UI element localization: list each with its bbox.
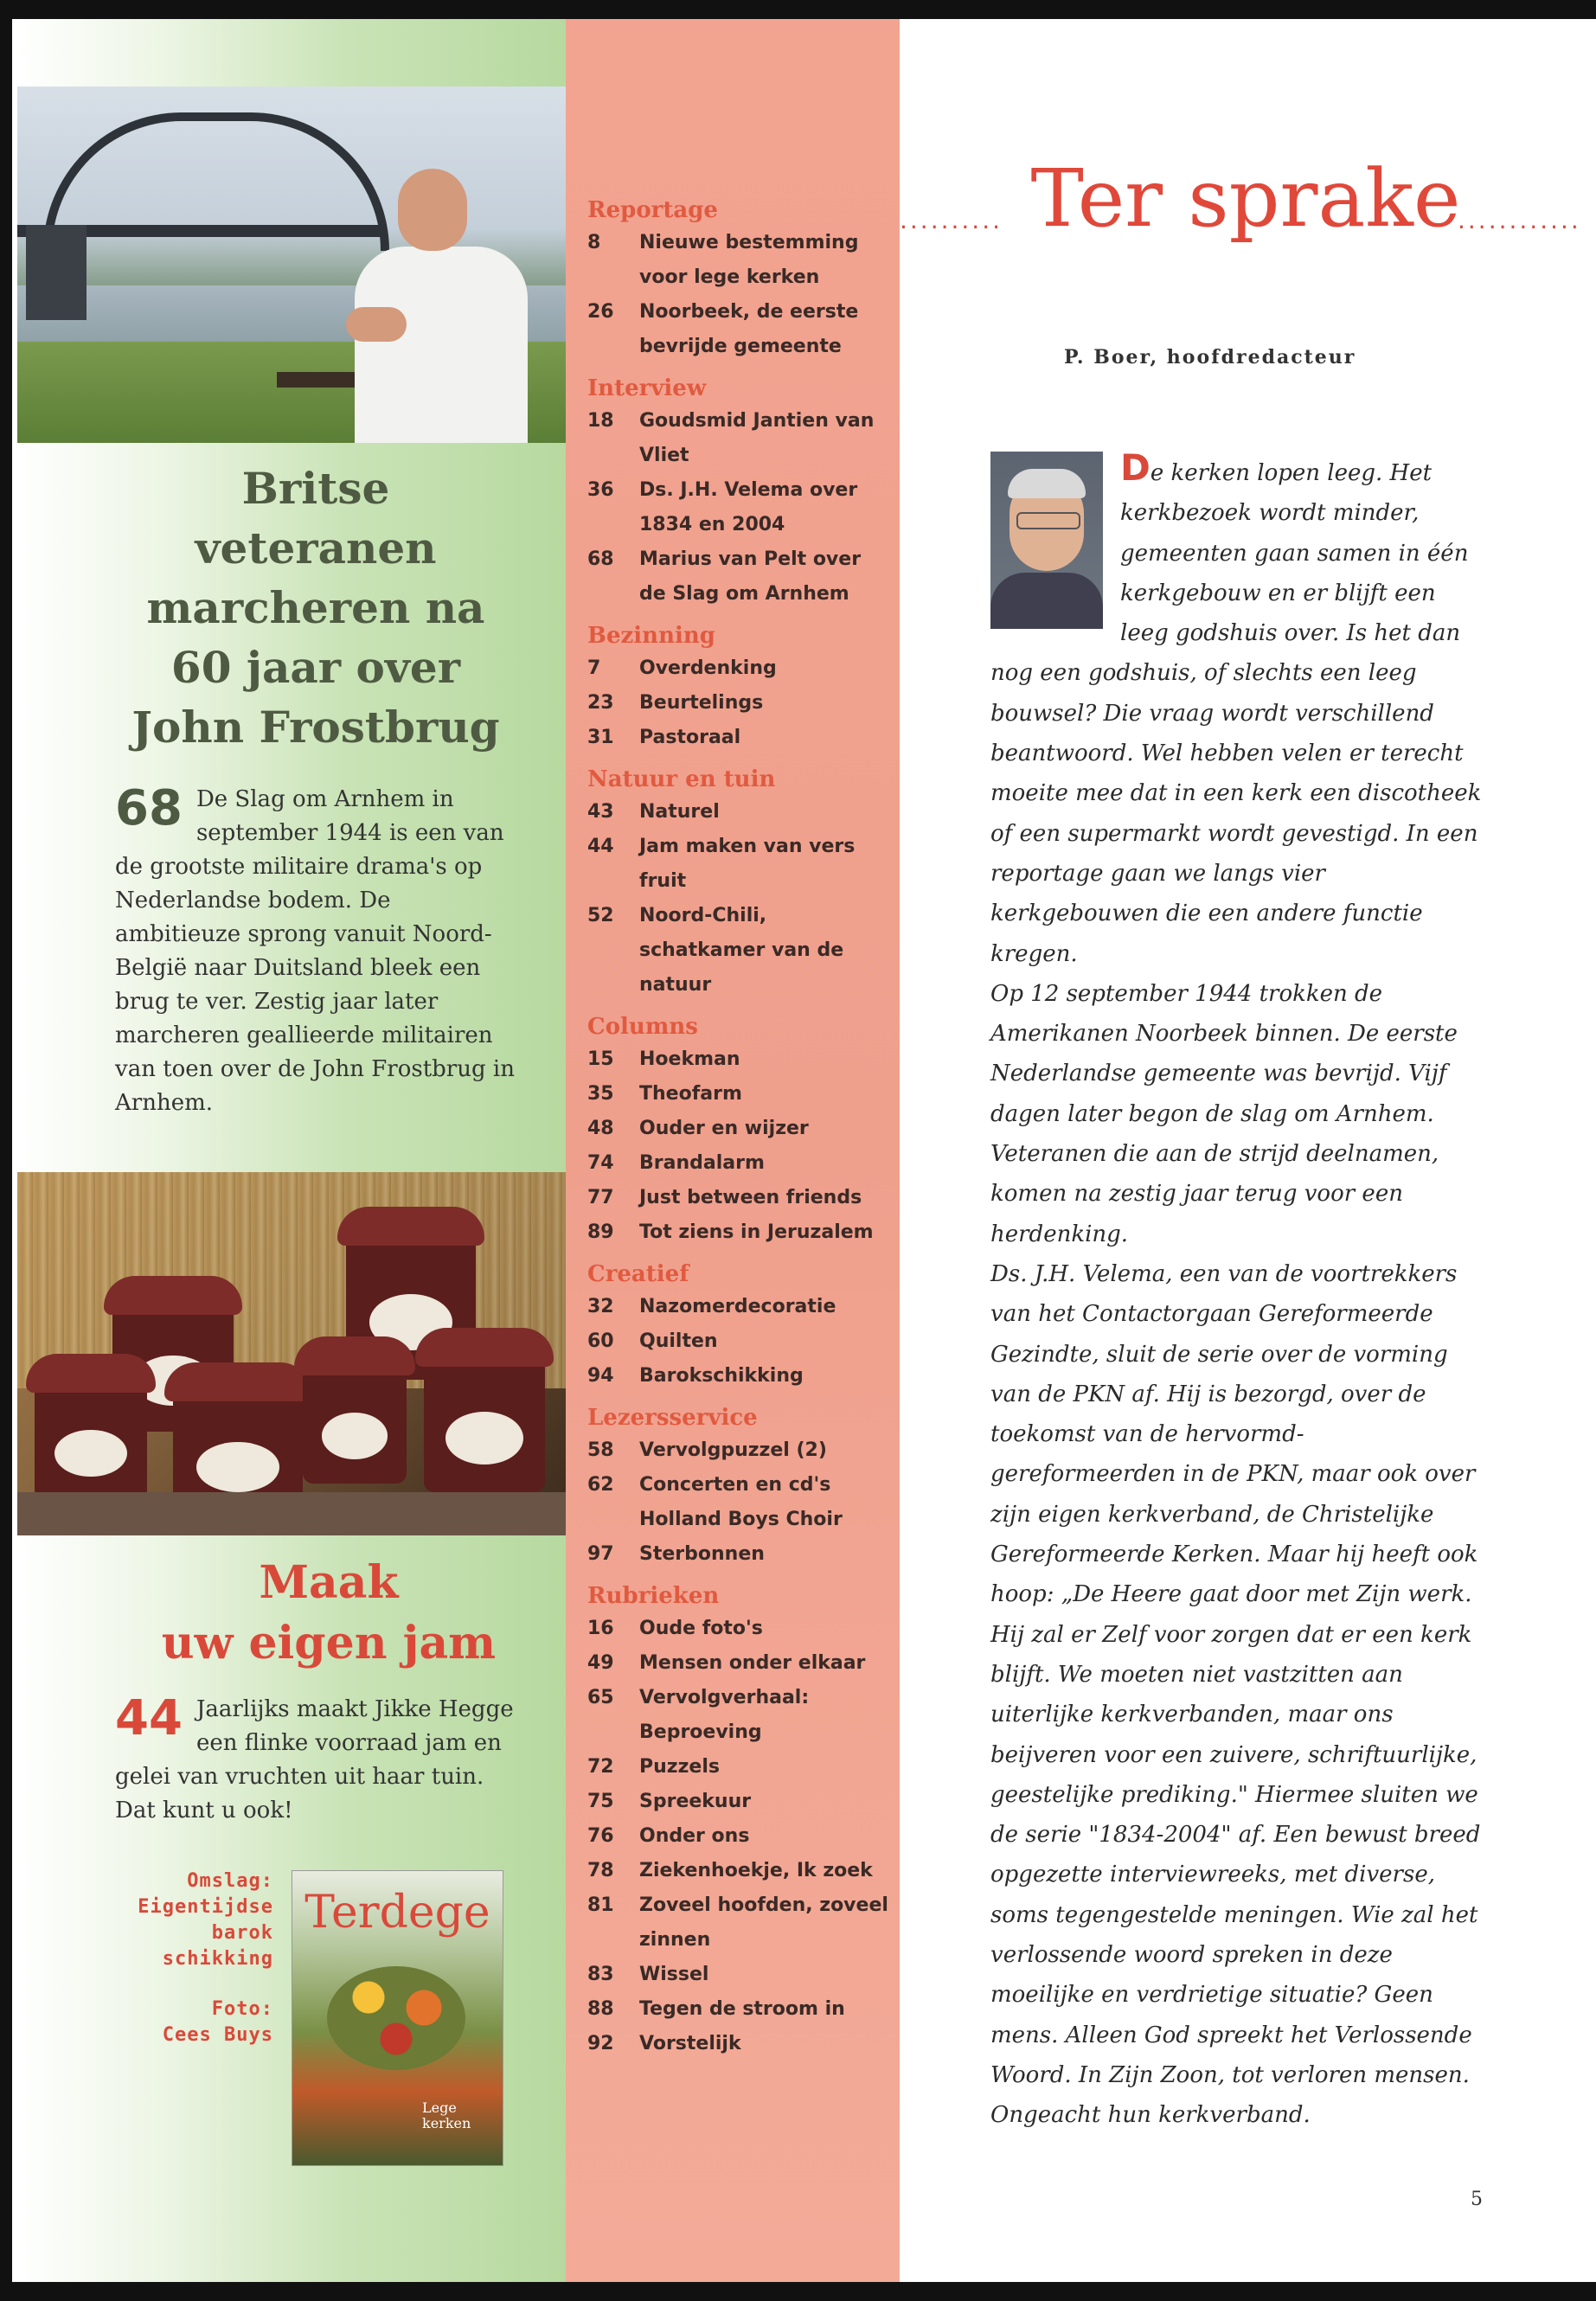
bottom-border <box>0 2282 1596 2301</box>
toc-page-number: 58 <box>587 1439 614 1461</box>
toc-section <box>587 620 890 755</box>
toc-entry[interactable] <box>587 1077 890 1112</box>
toc-page-number: 49 <box>587 1652 614 1674</box>
toc-entry[interactable] <box>587 404 890 473</box>
toc-entry[interactable] <box>587 686 890 721</box>
toc-page-number: 92 <box>587 2033 614 2054</box>
jam-jar <box>424 1345 545 1492</box>
toc-entry-title: Ouder en wijzer <box>639 1118 809 1139</box>
toc-entry[interactable] <box>587 1181 890 1215</box>
toc-page-number: 32 <box>587 1296 614 1317</box>
toc-entry[interactable] <box>587 1537 890 1572</box>
toc-page-number: 7 <box>587 657 601 679</box>
flower-arrangement <box>327 1966 465 2070</box>
veteran-figure <box>337 169 545 443</box>
toc-section-title: Creatief <box>587 1261 689 1287</box>
toc-section <box>587 373 890 612</box>
cover-caption-label: Omslag: <box>187 1870 273 1892</box>
toc-page-number: 36 <box>587 479 614 501</box>
jam-jar <box>303 1354 407 1484</box>
toc-page-number: 15 <box>587 1048 614 1070</box>
toc-entry-title: Mensen onder elkaar <box>639 1652 866 1674</box>
feature-intro-jam <box>115 1690 522 1828</box>
page-title: Ter sprake <box>1030 152 1461 245</box>
toc-entry-title: Vervolgpuzzel (2) <box>639 1439 827 1461</box>
toc-entry[interactable] <box>587 1888 890 1958</box>
toc-entry-title: Beurtelings <box>639 692 764 714</box>
toc-entry-title: Overdenking <box>639 657 777 679</box>
toc-entry[interactable] <box>587 1359 890 1394</box>
toc-entry-title: Tot ziens in Jeruzalem <box>639 1221 874 1243</box>
bridge-veteran-photo <box>17 87 566 443</box>
toc-entry-title: Brandalarm <box>639 1152 765 1174</box>
toc-page-number: 72 <box>587 1756 614 1778</box>
toc-entry[interactable] <box>587 1854 890 1888</box>
toc-entry-title: Nieuwe bestemming voor lege kerken <box>639 232 859 288</box>
toc-entry[interactable] <box>587 899 890 1003</box>
toc-page-number: 23 <box>587 692 614 714</box>
paragraph-text: e kerken lopen leeg. Het kerkbezoek wordt minder, gemeenten gaan samen in één kerkgebouw en er blijft een leeg godshuis over. Is het dan nog een godshuis, of slechts een leeg bouwsel? Die vraag wordt verschillend beantwoord. Wel hebben velen er terecht moeite mee dat in een kerk een discotheek of een supermarkt wordt gevestigd. In een reportage gaan we langs vier kerkgebouwen die een andere functie kregen. <box>990 460 1482 967</box>
toc-entry-title: Theofarm <box>639 1083 742 1105</box>
toc-entry-title: Naturel <box>639 801 720 823</box>
toc-entry-title: Vorstelijk <box>639 2033 741 2054</box>
toc-page-number: 94 <box>587 1365 614 1387</box>
toc-entry-title: Tegen de stroom in <box>639 1998 845 2020</box>
toc-page-number: 68 <box>587 548 614 570</box>
toc-entry-title: Noorbeek, de eerste bevrijde gemeente <box>639 301 859 357</box>
toc-entry[interactable] <box>587 1819 890 1854</box>
toc-entry[interactable] <box>587 1290 890 1324</box>
toc-entry[interactable] <box>587 795 890 830</box>
table-of-contents <box>587 195 890 2070</box>
cover-subtitle: Lege kerken <box>422 2099 471 2131</box>
toc-entry[interactable] <box>587 721 890 755</box>
toc-entry-title: Noord-Chili, schatkamer van de natuur <box>639 905 844 996</box>
editorial-paragraph: Op 12 september 1944 trokken de Amerikanen Noorbeek binnen. De eerste Nederlandse gemeente was bevrijd. Vijf dagen later begon de slag om Arnhem. Veteranen die aan de strijd deelnamen, komen na zestig jaar terug voor een herdenking. <box>990 980 1458 1247</box>
feature-page-number[interactable]: 44 <box>115 1690 183 1747</box>
toc-section <box>587 195 890 364</box>
toc-entry[interactable] <box>587 1468 890 1537</box>
toc-entry[interactable] <box>587 1958 890 1992</box>
toc-section <box>587 1011 890 1250</box>
left-border <box>0 0 12 2301</box>
toc-section-title: Lezersservice <box>587 1405 758 1431</box>
toc-page-number: 48 <box>587 1118 614 1139</box>
toc-section <box>587 1259 890 1394</box>
headline-line: John Frostbrug <box>131 702 500 753</box>
toc-page-number: 31 <box>587 727 614 748</box>
toc-entry[interactable] <box>587 1681 890 1750</box>
toc-entry-title: Ds. J.H. Velema over 1834 en 2004 <box>639 479 858 535</box>
headline-line: 60 jaar over <box>170 642 461 693</box>
headline-line: veteranen <box>195 522 437 574</box>
toc-entry-title: Puzzels <box>639 1756 720 1778</box>
toc-entry[interactable] <box>587 1215 890 1250</box>
feature-text: Jaarlijks maakt Jikke Hegge een flinke voorraad jam en gelei van vruchten uit haar tuin. Dat kunt u ook! <box>115 1696 514 1823</box>
toc-entry[interactable] <box>587 1112 890 1146</box>
toc-section <box>587 764 890 1003</box>
headline-line: marcheren na <box>146 582 485 633</box>
toc-entry-title: Zoveel hoofden, zoveel zinnen <box>639 1894 888 1951</box>
byline: P. Boer, hoofdredacteur <box>1064 346 1356 369</box>
toc-entry[interactable] <box>587 1750 890 1785</box>
toc-entry-title: Concerten en cd's Holland Boys Choir <box>639 1474 843 1530</box>
feature-headline-veterans[interactable] <box>95 458 536 757</box>
cover-caption-line: barok <box>211 1922 273 1944</box>
headline-line: Britse <box>241 463 390 514</box>
toc-page-number: 76 <box>587 1825 614 1847</box>
toc-page-number: 16 <box>587 1618 614 1639</box>
toc-page-number: 8 <box>587 232 601 253</box>
feature-text: De Slag om Arnhem in september 1944 is een van de grootste militaire drama's op Nederlandse bodem. De ambitieuze sprong vanuit Noord-België naar Duitsland bleek een brug te ver. Zestig jaar later marcheren geallieerde militairen van toen over de John Frostbrug in Arnhem. <box>115 786 515 1116</box>
toc-entry[interactable] <box>587 295 890 364</box>
headline-line: uw eigen jam <box>161 1617 497 1670</box>
toc-page-number: 78 <box>587 1860 614 1881</box>
toc-entry-title: Marius van Pelt over de Slag om Arnhem <box>639 548 862 605</box>
toc-page-number: 52 <box>587 905 614 926</box>
feature-page-number[interactable]: 68 <box>115 780 183 836</box>
magazine-cover-thumbnail[interactable] <box>292 1870 503 2166</box>
toc-entry-title: Vervolgverhaal: Beproeving <box>639 1687 810 1743</box>
cover-masthead: Terdege <box>304 1887 490 1939</box>
toc-entry[interactable] <box>587 1433 890 1468</box>
toc-entry[interactable] <box>587 226 890 295</box>
toc-section-title: Natuur en tuin <box>587 766 776 792</box>
jam-jar <box>35 1371 147 1501</box>
toc-entry-title: Quilten <box>639 1330 718 1352</box>
toc-section <box>587 1402 890 1572</box>
cover-caption <box>95 1868 273 2048</box>
toc-entry[interactable] <box>587 1992 890 2027</box>
toc-page-number: 44 <box>587 836 614 857</box>
toc-entry[interactable] <box>587 1785 890 1819</box>
toc-entry[interactable] <box>587 651 890 686</box>
toc-entry-title: Hoekman <box>639 1048 740 1070</box>
toc-page-number: 26 <box>587 301 614 323</box>
headline-line: Maak <box>259 1556 399 1609</box>
toc-section-title: Columns <box>587 1014 698 1040</box>
toc-section-title: Reportage <box>587 197 718 223</box>
toc-entry[interactable] <box>587 1042 890 1077</box>
photo-credit-name: Cees Buys <box>162 2024 273 2046</box>
toc-entry[interactable] <box>587 1646 890 1681</box>
toc-entry[interactable] <box>587 1146 890 1181</box>
toc-entry-title: Pastoraal <box>639 727 741 748</box>
jam-jars-photo <box>17 1172 566 1535</box>
toc-entry[interactable] <box>587 830 890 899</box>
toc-section <box>587 1580 890 2061</box>
toc-entry[interactable] <box>587 473 890 542</box>
toc-page-number: 75 <box>587 1791 614 1812</box>
title-dots-left: .......... <box>900 206 1003 234</box>
toc-entry[interactable] <box>587 2027 890 2061</box>
page-number: 5 <box>1471 2189 1483 2210</box>
bridge-pillar <box>26 225 87 320</box>
toc-entry-title: Ziekenhoekje, Ik zoek <box>639 1860 873 1881</box>
toc-page-number: 35 <box>587 1083 614 1105</box>
cover-caption-line: schikking <box>162 1948 273 1970</box>
editorial-text <box>990 448 1484 2135</box>
toc-entry[interactable] <box>587 542 890 612</box>
toc-page-number: 65 <box>587 1687 614 1708</box>
toc-page-number: 60 <box>587 1330 614 1352</box>
feature-headline-jam[interactable] <box>112 1553 545 1674</box>
cover-caption-line: Eigentijdse <box>138 1896 273 1918</box>
toc-entry-title: Spreekuur <box>639 1791 752 1812</box>
toc-page-number: 89 <box>587 1221 614 1243</box>
drop-cap: D <box>1120 446 1151 489</box>
top-border <box>0 0 1596 19</box>
table-edge <box>17 1492 566 1535</box>
toc-entry-title: Goudsmid Jantien van Vliet <box>639 410 875 466</box>
toc-entry-title: Just between friends <box>639 1187 862 1208</box>
toc-section-title: Interview <box>587 375 707 401</box>
toc-entry-title: Nazomerdecoratie <box>639 1296 836 1317</box>
editorial-paragraph: Ds. J.H. Velema, een van de voortrekkers van het Contactorgaan Gereformeerde Gezindte, sluit de serie over de vorming van de PKN af. Hij is bezorgd, over de toekomst van de hervormd-gereformeerden in de PKN, maar ook over zijn eigen kerkverband, de Christelijke Gereformeerde Kerken. Maar hij heeft ook hoop: „De Heere gaat door met Zijn werk. Hij zal er Zelf voor zorgen dat er een kerk blijft. We moeten niet vastzitten aan uiterlijke kerkverbanden, maar ons beijveren voor een zuivere, schriftuurlijke, geestelijke prediking." Hiermee sluiten we de serie "1834-2004" af. Een bewust breed opgezette interviewreeks, met diverse, soms tegengestelde meningen. Wie zal het verlossende woord spreken in deze moeilijke en verdrietige situatie? Geen mens. Alleen God spreekt het Verlossende Woord. In Zijn Zoon, tot verloren mensen. Ongeacht hun kerkverband. <box>990 1260 1481 2129</box>
toc-page-number: 77 <box>587 1187 614 1208</box>
toc-entry-title: Oude foto's <box>639 1618 763 1639</box>
toc-page-number: 43 <box>587 801 614 823</box>
toc-page-number: 83 <box>587 1964 614 1985</box>
toc-page-number: 62 <box>587 1474 614 1496</box>
feature-intro-veterans <box>115 780 522 1120</box>
toc-entry-title: Onder ons <box>639 1825 750 1847</box>
toc-entry[interactable] <box>587 1612 890 1646</box>
toc-entry-title: Wissel <box>639 1964 709 1985</box>
toc-entry[interactable] <box>587 1324 890 1359</box>
toc-entry-title: Jam maken van vers fruit <box>639 836 856 892</box>
toc-entry-title: Sterbonnen <box>639 1543 765 1565</box>
toc-section-title: Rubrieken <box>587 1583 720 1609</box>
title-dots-right: ............ <box>1458 206 1581 234</box>
toc-section-title: Bezinning <box>587 623 715 649</box>
toc-page-number: 74 <box>587 1152 614 1174</box>
toc-page-number: 18 <box>587 410 614 432</box>
toc-page-number: 81 <box>587 1894 614 1916</box>
toc-entry-title: Barokschikking <box>639 1365 804 1387</box>
toc-page-number: 97 <box>587 1543 614 1565</box>
photo-credit-label: Foto: <box>211 1998 273 2020</box>
toc-page-number: 88 <box>587 1998 614 2020</box>
